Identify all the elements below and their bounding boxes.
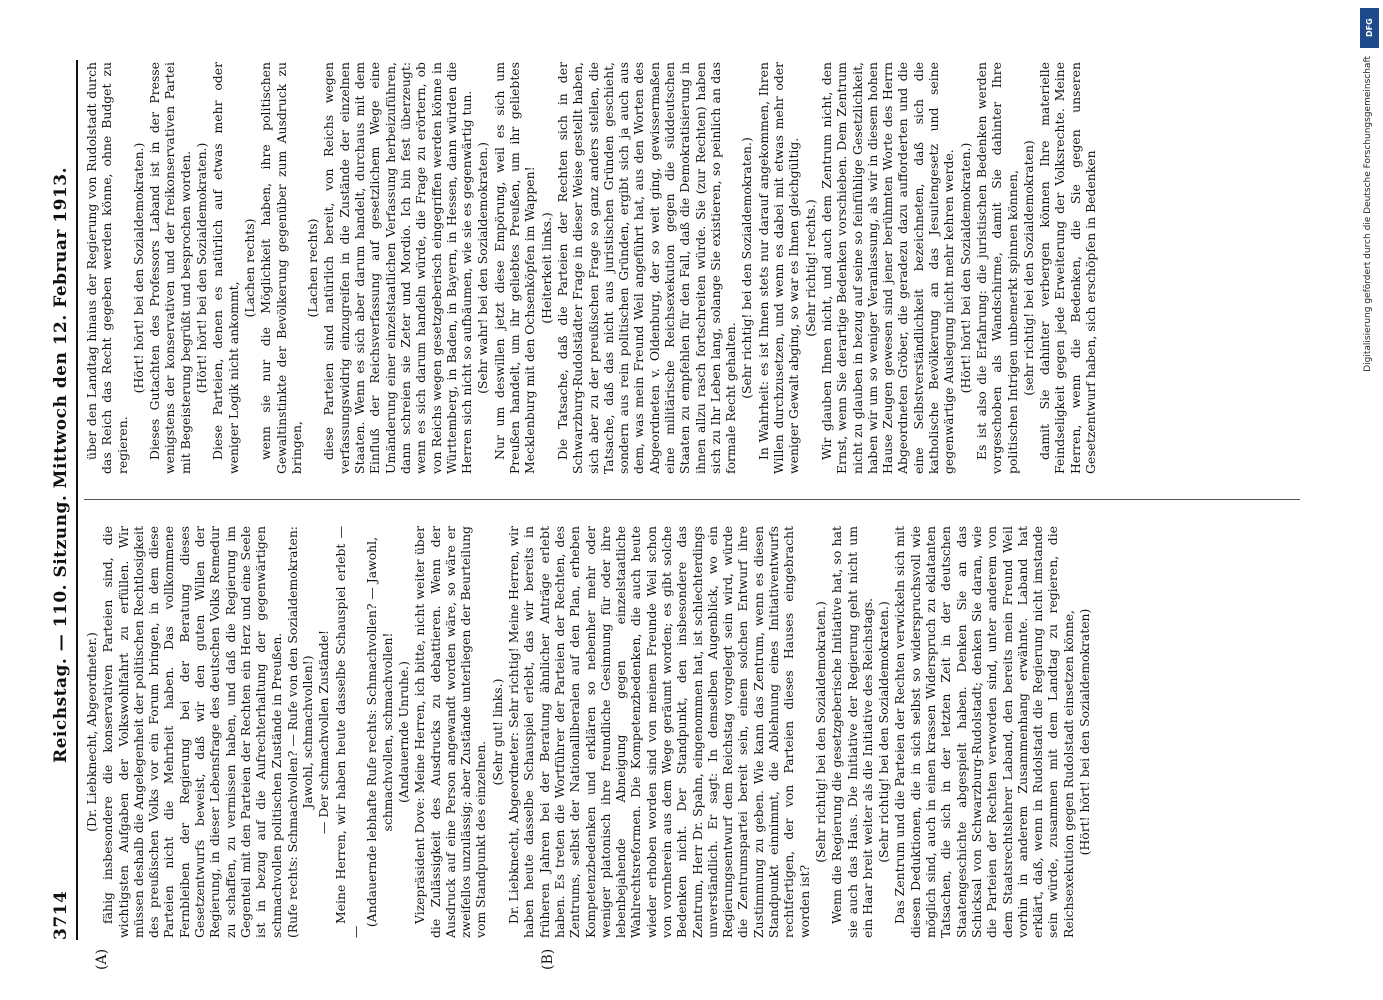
header-rule (76, 60, 78, 940)
digitization-strip (1357, 0, 1383, 1000)
paragraph: diese Parteien sind natürlich bereit, von Reichs wegen verfassungswidrig einzugreifen in die Zustände der einzelnen Staaten. Wenn es sich aber darum handelt, durchaus mit dem Einfluß der Reichsverfassung auf gesetzlichem Wege eine Umänderung einer einzelstaatlichen Verfassung herbeizuführen, dann schreien sie Zeter und Mordio. Ich bin fest überzeugt: wenn es sich darum handeln würde, die Frage zu erörtern, ob von Reichs wegen gesetzgeberisch eingegriffen werden könne in Württemberg, in Baden, in Bayern, in Hessen, dann würden die Herren sich nicht so aufbäumen, wie sie es gegenwärtig tun. (321, 62, 475, 474)
paragraph: (Lachen rechts) (305, 218, 321, 318)
paragraph: Wenn die Regierung die gesetzgeberische Initiative hat, so hat sie auch das Haus. Die Initiative der Regierung geht nicht um ein Haar breit weiter als die Initiative des Reichstags. (829, 526, 875, 938)
column-divider (84, 499, 1300, 500)
paragraph: Dr. Liebknecht, Abgeordneter: Sehr richtig! Meine Herren, wir haben heute dasselbe Schauspiel erlebt, das wir bereits in früheren Jahren bei der Beratung ähnlicher Anträge erlebt haben. Es treten die Wortführer der Parteien der Rechten, des Zentrums, selbst der Nationalliberalen auf den Plan, erheben Kompetenzbedenken und erklären so nebenher mehr oder weniger platonisch ihre freundliche Gesinnung für oder ihre lebenbejahende Abneigung gegen einzelstaatliche Wahlrechtsreformen. Die Kompetenzbedenken, die auch heute wieder erhoben worden sind von meinem Freunde Weil schon von vornherein aus dem Wege geräumt worden; es gibt solche Bedenken nicht. Der Standpunkt, den insbesondere das Zentrum, Herr Dr. Spahn, eingenommen hat, ist schlechterdings unverständlich. Er sagt: In demselben Augenblick, wo ein Regierungsentwurf dem Reichstag vorgelegt sein wird, würde die Zentrumspartei bereit sein, einem solchen Entwurf ihre Zustimmung zu geben. Wie kann das Zentrum, wenn es diesen Standpunkt einnimmt, die Ablehnung eines Initiativentwurfs rechtfertigen, der von Parteien dieses Hauses eingebracht worden ist? (506, 526, 812, 938)
left-column (84, 526, 1300, 938)
paragraph: In Wahrheit: es ist Ihnen stets nur darauf angekommen, Ihren Willen durchzusetzen, und wenn es dabei mit etwas mehr oder weniger Gewalt abging, so war es Ihnen gleichgültig. (755, 62, 802, 474)
paragraph: wenn sie nur die Möglichkeit haben, ihre politischen Gewaltinstinkte der Bevölkerung gegenüber zum Ausdruck zu bringen, (258, 62, 304, 474)
paragraph: (Sehr wahr! bei den Sozialdemokraten.) (475, 142, 491, 394)
paragraph: (Hört! hört! bei den Sozialdemokraten.) (194, 142, 210, 394)
dfg-logo: DFG (1360, 8, 1379, 48)
digitization-note: Digitalisierung gefördert durch die Deutsche Forschungsgemeinschaft (1363, 56, 1373, 372)
paragraph: Das Zentrum und die Parteien der Rechten verwickeln sich mit diesen Deduktionen, die in sich selbst so widerspruchsvoll wie möglich sind, auch in einen krassen Widerspruch zu eklatanten Tatsachen, die sich in der letzten Zeit in der deutschen Staatengeschichte abgespielt haben. Denken Sie an das Schicksal von Schwarzburg-Rudolstadt; denken Sie daran, wie die Parteien der Rechten verworden sind, unter anderem von dem Staatsrechtslehrer Laband, den bereits mein Freund Weil vorhin in anderem Zusammenhang erwähnte. Laband hat erklärt, daß, wenn in Rudolstadt die Regierung nicht imstande sein würde, zusammen mit dem Landtag zu regieren, die Reichsexekution gegen Rudolstadt einsetzen könne, (892, 526, 1076, 938)
paragraph: (Andauernde lebhafte Rufe rechts: Schmachvollen? — Jawohl, schmachvollen, schmachvollen! (364, 536, 395, 928)
paragraph: (Sehr richtig! bei den Sozialdemokraten.) (876, 601, 892, 863)
page-title: Reichstag. — 110. Sitzung. Mittwoch den 12. Februar 1913. (51, 166, 71, 764)
paragraph: (Lachen rechts) (241, 218, 257, 318)
margin-marker-b: (B) (540, 948, 556, 970)
paragraph: (Sehr richtig! rechts.) (802, 199, 818, 337)
paragraph: Es ist also die Erfahrung: die juristischen Bedenken werden vorgeschoben als Wandschirme, damit Sie dahinter Ihre politischen Intrigen unbemerkt spinnen können, (973, 62, 1020, 474)
paragraph: (Sehr gut! links.) (489, 678, 505, 786)
paragraph: Meine Herren, wir haben heute dasselbe Schauspiel erlebt — — (332, 526, 364, 938)
paragraph: (Andauernde Unruhe.) (395, 661, 411, 803)
paragraph: damit Sie dahinter verbergen können Ihre materielle Feindseligkeit gegen jede Erweiterung der Volksrechte. Meine Herren, wenn die Bedenken, die Sie gegen unseren Gesetzentwurf haben, sich erschöpfen in Bedenken (1037, 62, 1098, 474)
right-column (84, 62, 1300, 474)
paragraph: Wir glauben Ihnen nicht, und auch dem Zentrum nicht, den Ernst, wenn Sie derartige Bedenken vorschieben. Dem Zentrum nicht zu glauben in bezug auf seine so feinfühlige Gesetzlichkeit, haben wir um so weniger Veranlassung, als wir in diesem hohen Hause Zeugen gewesen sind jener berühmten Worte des Herrn Abgeordneten Gröber, die geradezu dazu aufforderten und die eine Selbstverständlichkeit bezeichneten, daß sich die katholische Bevölkerung an das Jesuitengesetz und seine gegenwärtige Auslegung nicht mehr kehren werde. (818, 62, 957, 474)
paragraph: (sehr richtig! bei den Sozialdemokraten) (1020, 140, 1036, 396)
paragraph: Diese Parteien, denen es natürlich auf etwas mehr oder weniger Logik nicht ankommt, (210, 62, 241, 474)
paragraph: (Heiterkeit links.) (538, 212, 554, 324)
paragraph: (Rufe rechts: Schmachvollen? — Rufe von den Sozialdemokraten: Jawohl, schmachvollen!) (284, 526, 316, 938)
margin-marker-a: (A) (94, 948, 110, 970)
paragraph: (Hört! hört! bei den Sozialdemokraten.) (957, 142, 973, 394)
paragraph: (Hört! hört! bei den Sozialdemokraten) (1077, 608, 1092, 856)
page-header (48, 60, 74, 940)
paragraph: Nur um deswillen jetzt diese Empörung, weil es sich um Preußen handelt, um ihr geliebtes Preußen, um ihr geliebtes Mecklenburg mit den Ochsenköpfen im Wappen! (491, 62, 538, 474)
paragraph: Dieses Gutachten des Professors Laband ist in der Presse wenigstens der konservativen und der freikonservativen Partei mit Begeisterung begrüßt und besprochen worden. (147, 62, 193, 474)
paragraph: (Dr. Liebknecht, Abgeordneter.) (84, 632, 99, 832)
paragraph: Die Tatsache, daß die Parteien der Rechten sich in der Schwarzburg-Rudolstädter Frage in dieser Weise gestellt haben, sich aber zu der preußischen Frage so ganz anders stellen, die Tatsache, daß das nicht aus juristischen Gründen geschieht, sondern aus rein politischen Gründen, ergibt sich ja auch aus dem, was mein Freund Weil angeführt hat, aus den Worten des Abgeordneten v. Oldenburg, der so weit ging, gewissermaßen eine militärische Reichsexekution gegen die süddeutschen Staaten zu empfehlen für den Fall, daß die Demokratisierung in ihnen allzu rasch fortschreiten würde. Sie (zur Rechten) haben sich zu Ihr Leben lang, solange Sie existieren, so peinlich an das formale Recht gehalten. (554, 62, 739, 474)
paragraph: — Der schmachvollen Zustände! (316, 630, 332, 834)
page-number: 3714 (51, 890, 71, 940)
paragraph: fähig insbesondere die konservativen Parteien sind, die wichtigsten Aufgaben der Volkswohlfahrt zu erfüllen. Wir müssen deshalb die Angelegenheit der politischen Rechtlosigkeit des preußischen Volks vor ein Forum bringen, in dem diese Parteien nicht die Mehrheit haben. Das vollkommene Fernbleiben der Regierung bei der Beratung dieses Gesetzentwurfs beweist, daß wir den guten Willen der Regierung, in dieser Lebensfrage des deutschen Volks Remedur zu schaffen, zu vermissen haben, und daß die Regierung im Gegenteil mit den Parteien der Rechten ein Herz und eine Seele ist in bezug auf die Aufrechterhaltung der gegenwärtigen schmachvollen politischen Zustände in Preußen. (100, 526, 284, 938)
paragraph: (Sehr richtig! bei den Sozialdemokraten.) (739, 137, 755, 399)
paragraph: (Hört! hört! bei den Sozialdemokraten.) (130, 142, 146, 394)
paragraph: über den Landtag hinaus der Regierung von Rudolstadt durch das Reich das Recht gegeben werden könne, ohne Budget zu regieren. (84, 62, 130, 474)
paragraph: Vizepräsident Dove: Meine Herren, ich bitte, nicht weiter über die Zulässigkeit des Ausdrucks zu debattieren. Wenn der Ausdruck auf eine Person angewandt worden wäre, so wäre er zweifellos unzulässig; aber Zustände unterliegen der Beurteilung vom Standpunkt des einzelnen. (412, 526, 489, 938)
paragraph: (Sehr richtig! bei den Sozialdemokraten.) (812, 601, 828, 863)
